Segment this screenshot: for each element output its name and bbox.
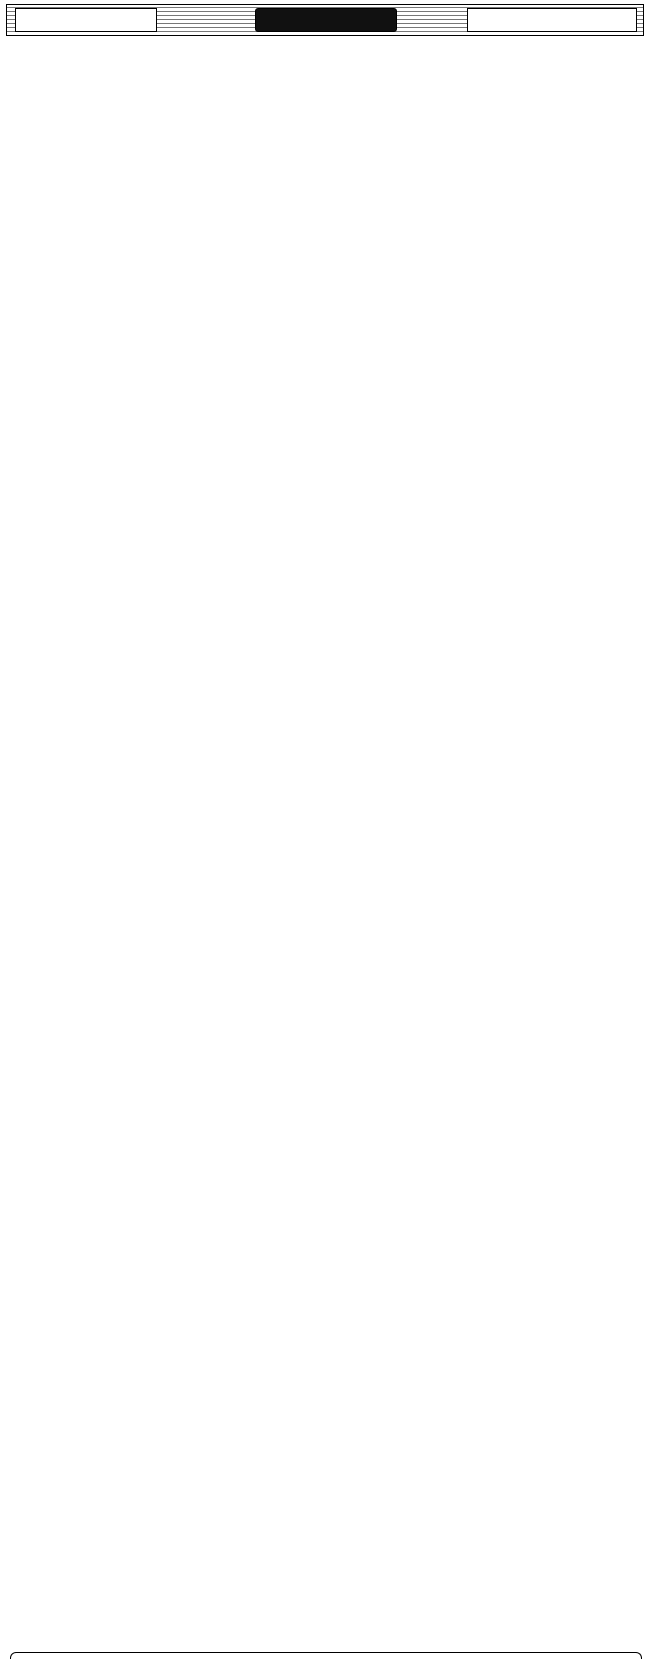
header-date	[15, 8, 157, 32]
header-exam	[467, 8, 637, 32]
header-subject	[255, 8, 397, 32]
bottom-border	[10, 1652, 642, 1659]
header-banner	[6, 4, 644, 36]
